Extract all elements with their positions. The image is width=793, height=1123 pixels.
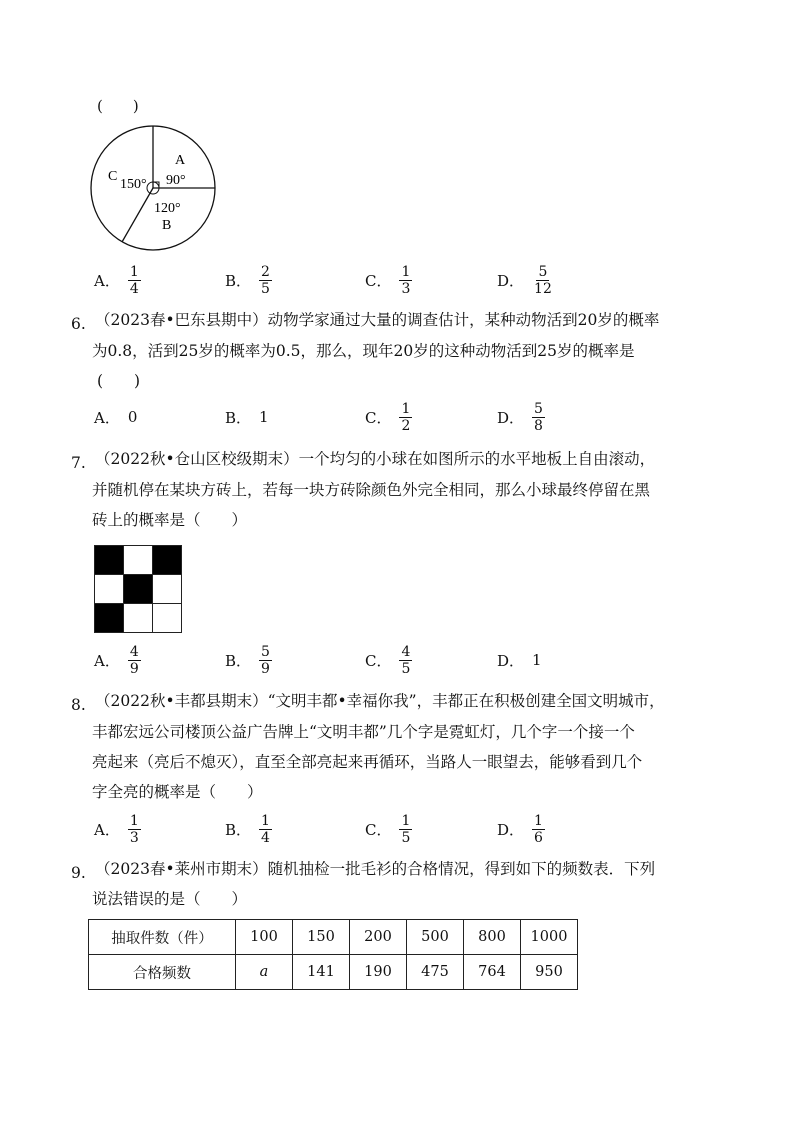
option-label: B． [225,820,252,839]
option-value: 1 [259,408,269,426]
sector-b-angle: 120° [154,201,181,216]
q5-option-c[interactable] [365,260,412,300]
q8-line-3: 亮起来（亮后不熄灭），直至全部亮起来再循环，当路人一眼望去，能够看到几个 [92,753,643,771]
fraction: $\frac{1}{4}$ [261,812,270,846]
sector-a-label: A [175,153,186,168]
q6-option-b[interactable] [225,397,269,437]
option-value: 0 [127,408,138,426]
white-tile [152,574,182,604]
option-label: C． [365,651,392,670]
table-cell: 1000 [521,920,578,955]
option-label: B． [225,408,252,427]
fraction: $\frac{4}{5}$ [401,643,411,677]
table-cell: 141 [293,955,350,990]
fraction: $\frac{5}{12}$ [534,263,552,297]
sector-a-angle: 90° [166,173,186,188]
q7-line-2: 并随机停在某块方砖上，若每一块方砖除颜色外完全相同，那么小球最终停留在黑 [92,481,651,499]
spinner-diagram [86,124,226,264]
fraction: $\frac{5}{9}$ [261,643,270,677]
fraction: $\frac{5}{8}$ [534,400,543,434]
q9-line-1: （2023春•莱州市期末）随机抽检一批毛衫的合格情况，得到如下的频数表．下列 [95,860,656,878]
table-row [89,955,578,990]
table-cell: 150 [293,920,350,955]
table-cell: 950 [521,955,578,990]
option-label: C． [365,271,392,290]
sector-b-label: B [162,218,172,233]
black-tile [94,545,124,575]
table-cell: 190 [350,955,407,990]
fraction: $\frac{1}{4}$ [129,263,139,297]
option-value: 1 [532,651,542,669]
q9-number: 9. [71,864,86,882]
q8-number: 8. [71,696,86,714]
table-header-cell: 抽取件数（件） [89,920,236,955]
fraction: $\frac{4}{9}$ [129,643,139,677]
q6-line-1: （2023春•巴东县期中）动物学家通过大量的调查估计，某种动物活到20岁的概率 [95,311,660,329]
fraction: $\frac{1}{5}$ [401,812,411,846]
table-cell: 764 [464,955,521,990]
q8-option-a[interactable] [94,809,141,849]
fraction: $\frac{2}{5}$ [261,263,270,297]
option-label: D． [497,271,525,290]
table-cell: 500 [407,920,464,955]
q5-answer-paren: ( ) [97,97,139,115]
q7-option-c[interactable] [365,640,412,680]
table-cell: 200 [350,920,407,955]
q6-option-c[interactable] [365,397,412,437]
table-cell: 100 [236,920,293,955]
black-tile [152,545,182,575]
q5-option-d[interactable] [497,260,554,300]
option-label: D． [497,820,525,839]
table-cell: a [236,955,293,990]
q6-line-2: 为0.8，活到25岁的概率为0.5，那么，现年20岁的这种动物活到25岁的概率是 [92,342,635,360]
frequency-table [88,919,578,990]
option-label: D． [497,408,525,427]
q6-option-d[interactable] [497,397,545,437]
q7-option-b[interactable] [225,640,272,680]
fraction: $\frac{1}{3}$ [401,263,411,297]
fraction: $\frac{1}{2}$ [401,400,411,434]
white-tile [123,603,153,633]
q9-line-2: 说法错误的是（ ） [92,890,248,908]
option-label: D． [497,651,525,670]
q7-option-a[interactable] [94,640,141,680]
option-label: B． [225,271,252,290]
q6-line-3: ( ) [97,372,141,390]
q8-line-2: 丰都宏远公司楼顶公益广告牌上“文明丰都”几个字是霓虹灯，几个字一个接一个 [92,723,635,741]
table-header-cell: 合格频数 [89,955,236,990]
table-row [89,920,578,955]
q7-number: 7. [71,454,86,472]
table-cell: 475 [407,955,464,990]
q5-option-b[interactable] [225,260,272,300]
q8-option-c[interactable] [365,809,412,849]
white-tile [123,545,153,575]
option-label: A． [94,408,120,427]
white-tile [94,574,124,604]
option-label: A． [94,271,120,290]
q8-line-1: （2022秋•丰都县期末）“文明丰都•幸福你我”，丰都正在积极创建全国文明城市， [95,692,665,710]
black-tile [123,574,153,604]
q7-line-1: （2022秋•仓山区校级期末）一个均匀的小球在如图所示的水平地板上自由滚动， [95,450,656,468]
sector-c-angle: 150° [120,177,147,192]
q8-option-d[interactable] [497,809,545,849]
table-cell: 800 [464,920,521,955]
q7-line-3: 砖上的概率是（ ） [92,511,248,529]
option-label: A． [94,820,120,839]
white-tile [152,603,182,633]
q5-option-a[interactable] [94,260,141,300]
fraction: $\frac{1}{6}$ [534,812,543,846]
option-label: C． [365,820,392,839]
option-label: B． [225,651,252,670]
black-tile [94,603,124,633]
fraction: $\frac{1}{3}$ [129,812,139,846]
option-label: C． [365,408,392,427]
q7-option-d[interactable] [497,640,542,680]
sector-c-label: C [108,169,118,184]
floor-tile-grid [94,545,181,632]
option-label: A． [94,651,120,670]
q6-number: 6. [71,315,86,333]
q6-option-a[interactable] [94,397,137,437]
q8-line-4: 字全亮的概率是（ ） [92,783,263,801]
q8-option-b[interactable] [225,809,272,849]
